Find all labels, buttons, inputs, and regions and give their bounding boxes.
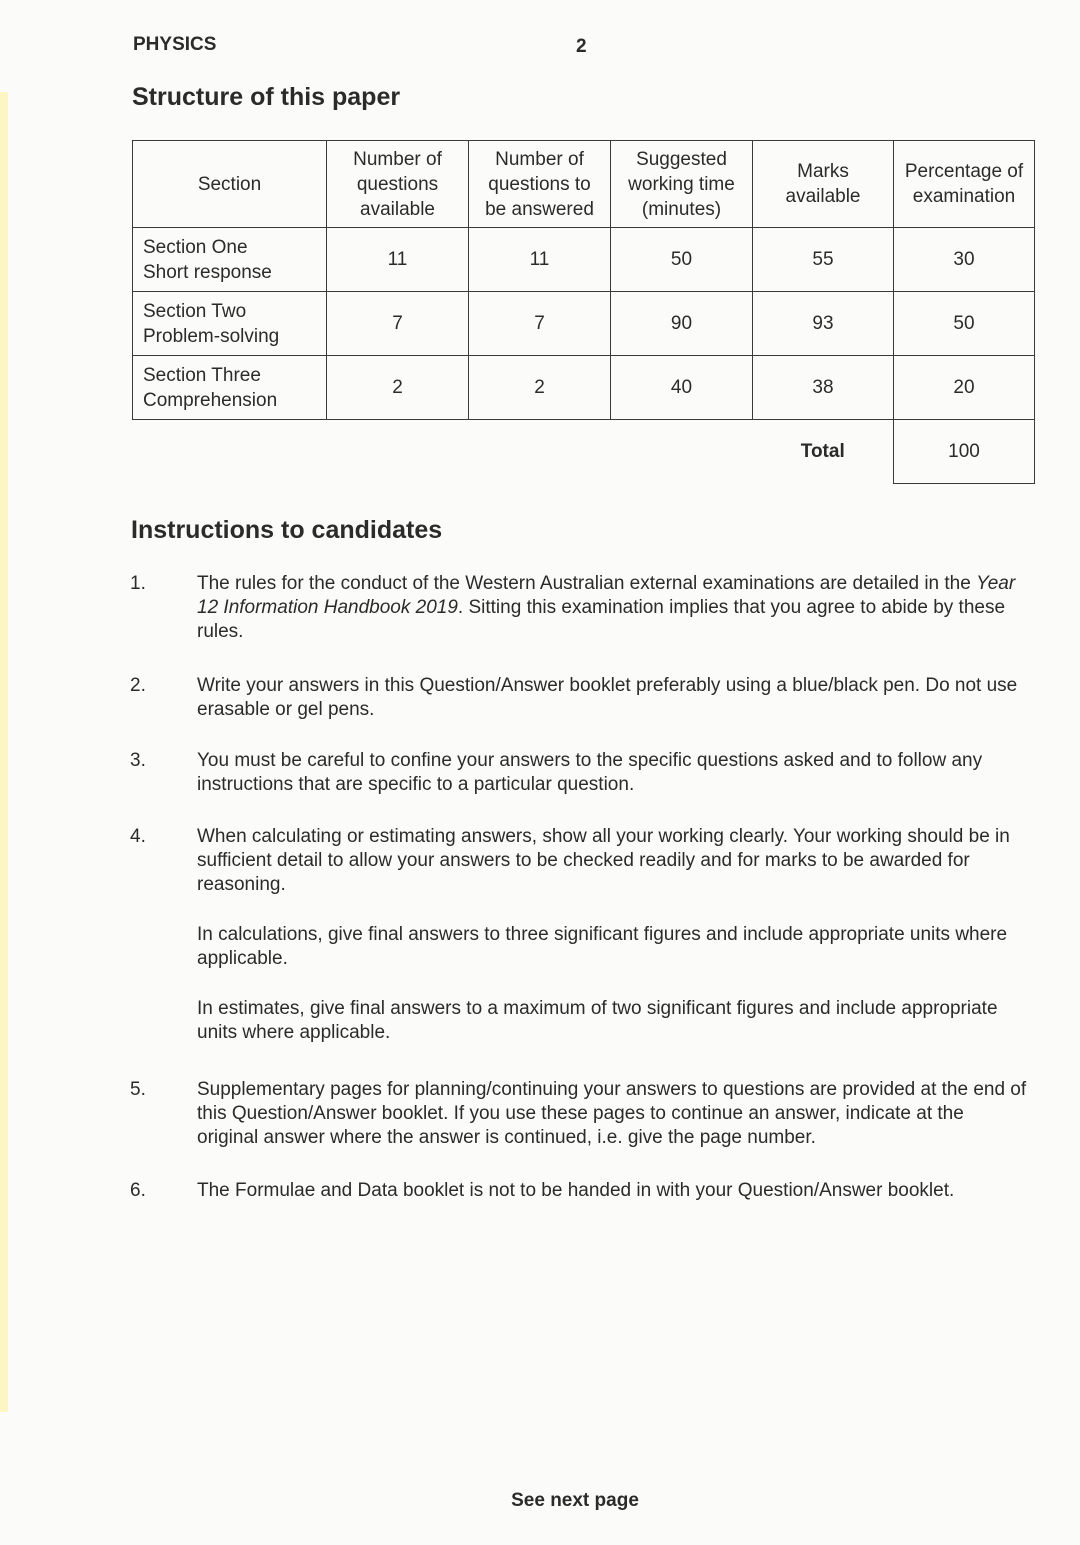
col-header-section: Section	[133, 141, 327, 228]
instruction-number: 1.	[130, 573, 146, 594]
instruction-text: The Formulae and Data booklet is not to be handed in with your Question/Answer booklet.	[197, 1180, 955, 1201]
questions-available-cell: 7	[327, 292, 469, 356]
working-time-cell: 50	[611, 228, 753, 292]
handbook-title: Year 12 Information Handbook 2019	[197, 573, 1016, 618]
instructions-heading: Instructions to candidates	[131, 516, 443, 544]
section-cell: Section Two Problem-solving	[133, 292, 327, 356]
total-label: Total	[800, 441, 845, 463]
total-row	[133, 420, 1035, 484]
structure-heading: Structure of this paper	[132, 83, 401, 111]
structure-table	[132, 140, 1035, 484]
running-head: PHYSICS	[133, 34, 217, 55]
col-header-marks: Marks available	[753, 141, 894, 228]
instruction-number: 5.	[130, 1079, 146, 1100]
section-cell: Section Three Comprehension	[133, 356, 327, 420]
percentage-cell: 50	[894, 292, 1035, 356]
instruction-text: You must be careful to confine your answers to the specific questions asked and to follow any instructions that are specific to a particular question.	[197, 750, 983, 795]
page-number: 2	[576, 36, 587, 57]
questions-to-answer-cell: 11	[469, 228, 611, 292]
col-header-questions-available: Number of questions available	[327, 141, 469, 228]
col-header-working-time: Suggested working time (minutes)	[611, 141, 753, 228]
instruction-text: Supplementary pages for planning/continuing your answers to questions are provided at the end of this Question/Answer booklet. If you use these pages to continue an answer, indicate at the original answer where the answer is continued, i.e. give the page number.	[197, 1079, 1027, 1148]
questions-to-answer-cell: 7	[469, 292, 611, 356]
marks-cell: 38	[753, 356, 894, 420]
marks-cell: 93	[753, 292, 894, 356]
table-header-row	[133, 141, 1035, 228]
table-row	[133, 228, 1035, 292]
col-header-questions-to-answer: Number of questions to be answered	[469, 141, 611, 228]
page-edge-strip	[0, 92, 8, 1412]
instruction-number: 4.	[130, 826, 146, 847]
marks-cell: 55	[753, 228, 894, 292]
footer-see-next-page: See next page	[511, 1490, 639, 1511]
instruction-number: 6.	[130, 1180, 146, 1201]
instruction-number: 3.	[130, 750, 146, 771]
questions-to-answer-cell: 2	[469, 356, 611, 420]
questions-available-cell: 11	[327, 228, 469, 292]
questions-available-cell: 2	[327, 356, 469, 420]
table-row	[133, 292, 1035, 356]
working-time-cell: 90	[611, 292, 753, 356]
instruction-text: Write your answers in this Question/Answer booklet preferably using a blue/black pen. Do not use erasable or gel pens.	[197, 675, 1018, 720]
percentage-cell: 30	[894, 228, 1035, 292]
working-time-cell: 40	[611, 356, 753, 420]
instruction-text: When calculating or estimating answers, show all your working clearly. Your working should be in sufficient detail to allow your answers to be checked readily and for marks to be awarded for reasoning. In calculations, give final answers to three significant figures and include appropriate units where applicable. In estimates, give final answers to a maximum of two significant figures and include appropriate units where applicable.	[197, 826, 1010, 1043]
section-cell: Section One Short response	[133, 228, 327, 292]
instruction-number: 2.	[130, 675, 146, 696]
percentage-cell: 20	[894, 356, 1035, 420]
table-row	[133, 356, 1035, 420]
total-value: 100	[894, 420, 1035, 484]
col-header-percentage: Percentage of examination	[894, 141, 1035, 228]
instruction-text: The rules for the conduct of the Western Australian external examinations are detailed in the Year 12 Information Handbook 2019. Sitting this examination implies that you agree to abide by these rules.	[197, 573, 1016, 642]
